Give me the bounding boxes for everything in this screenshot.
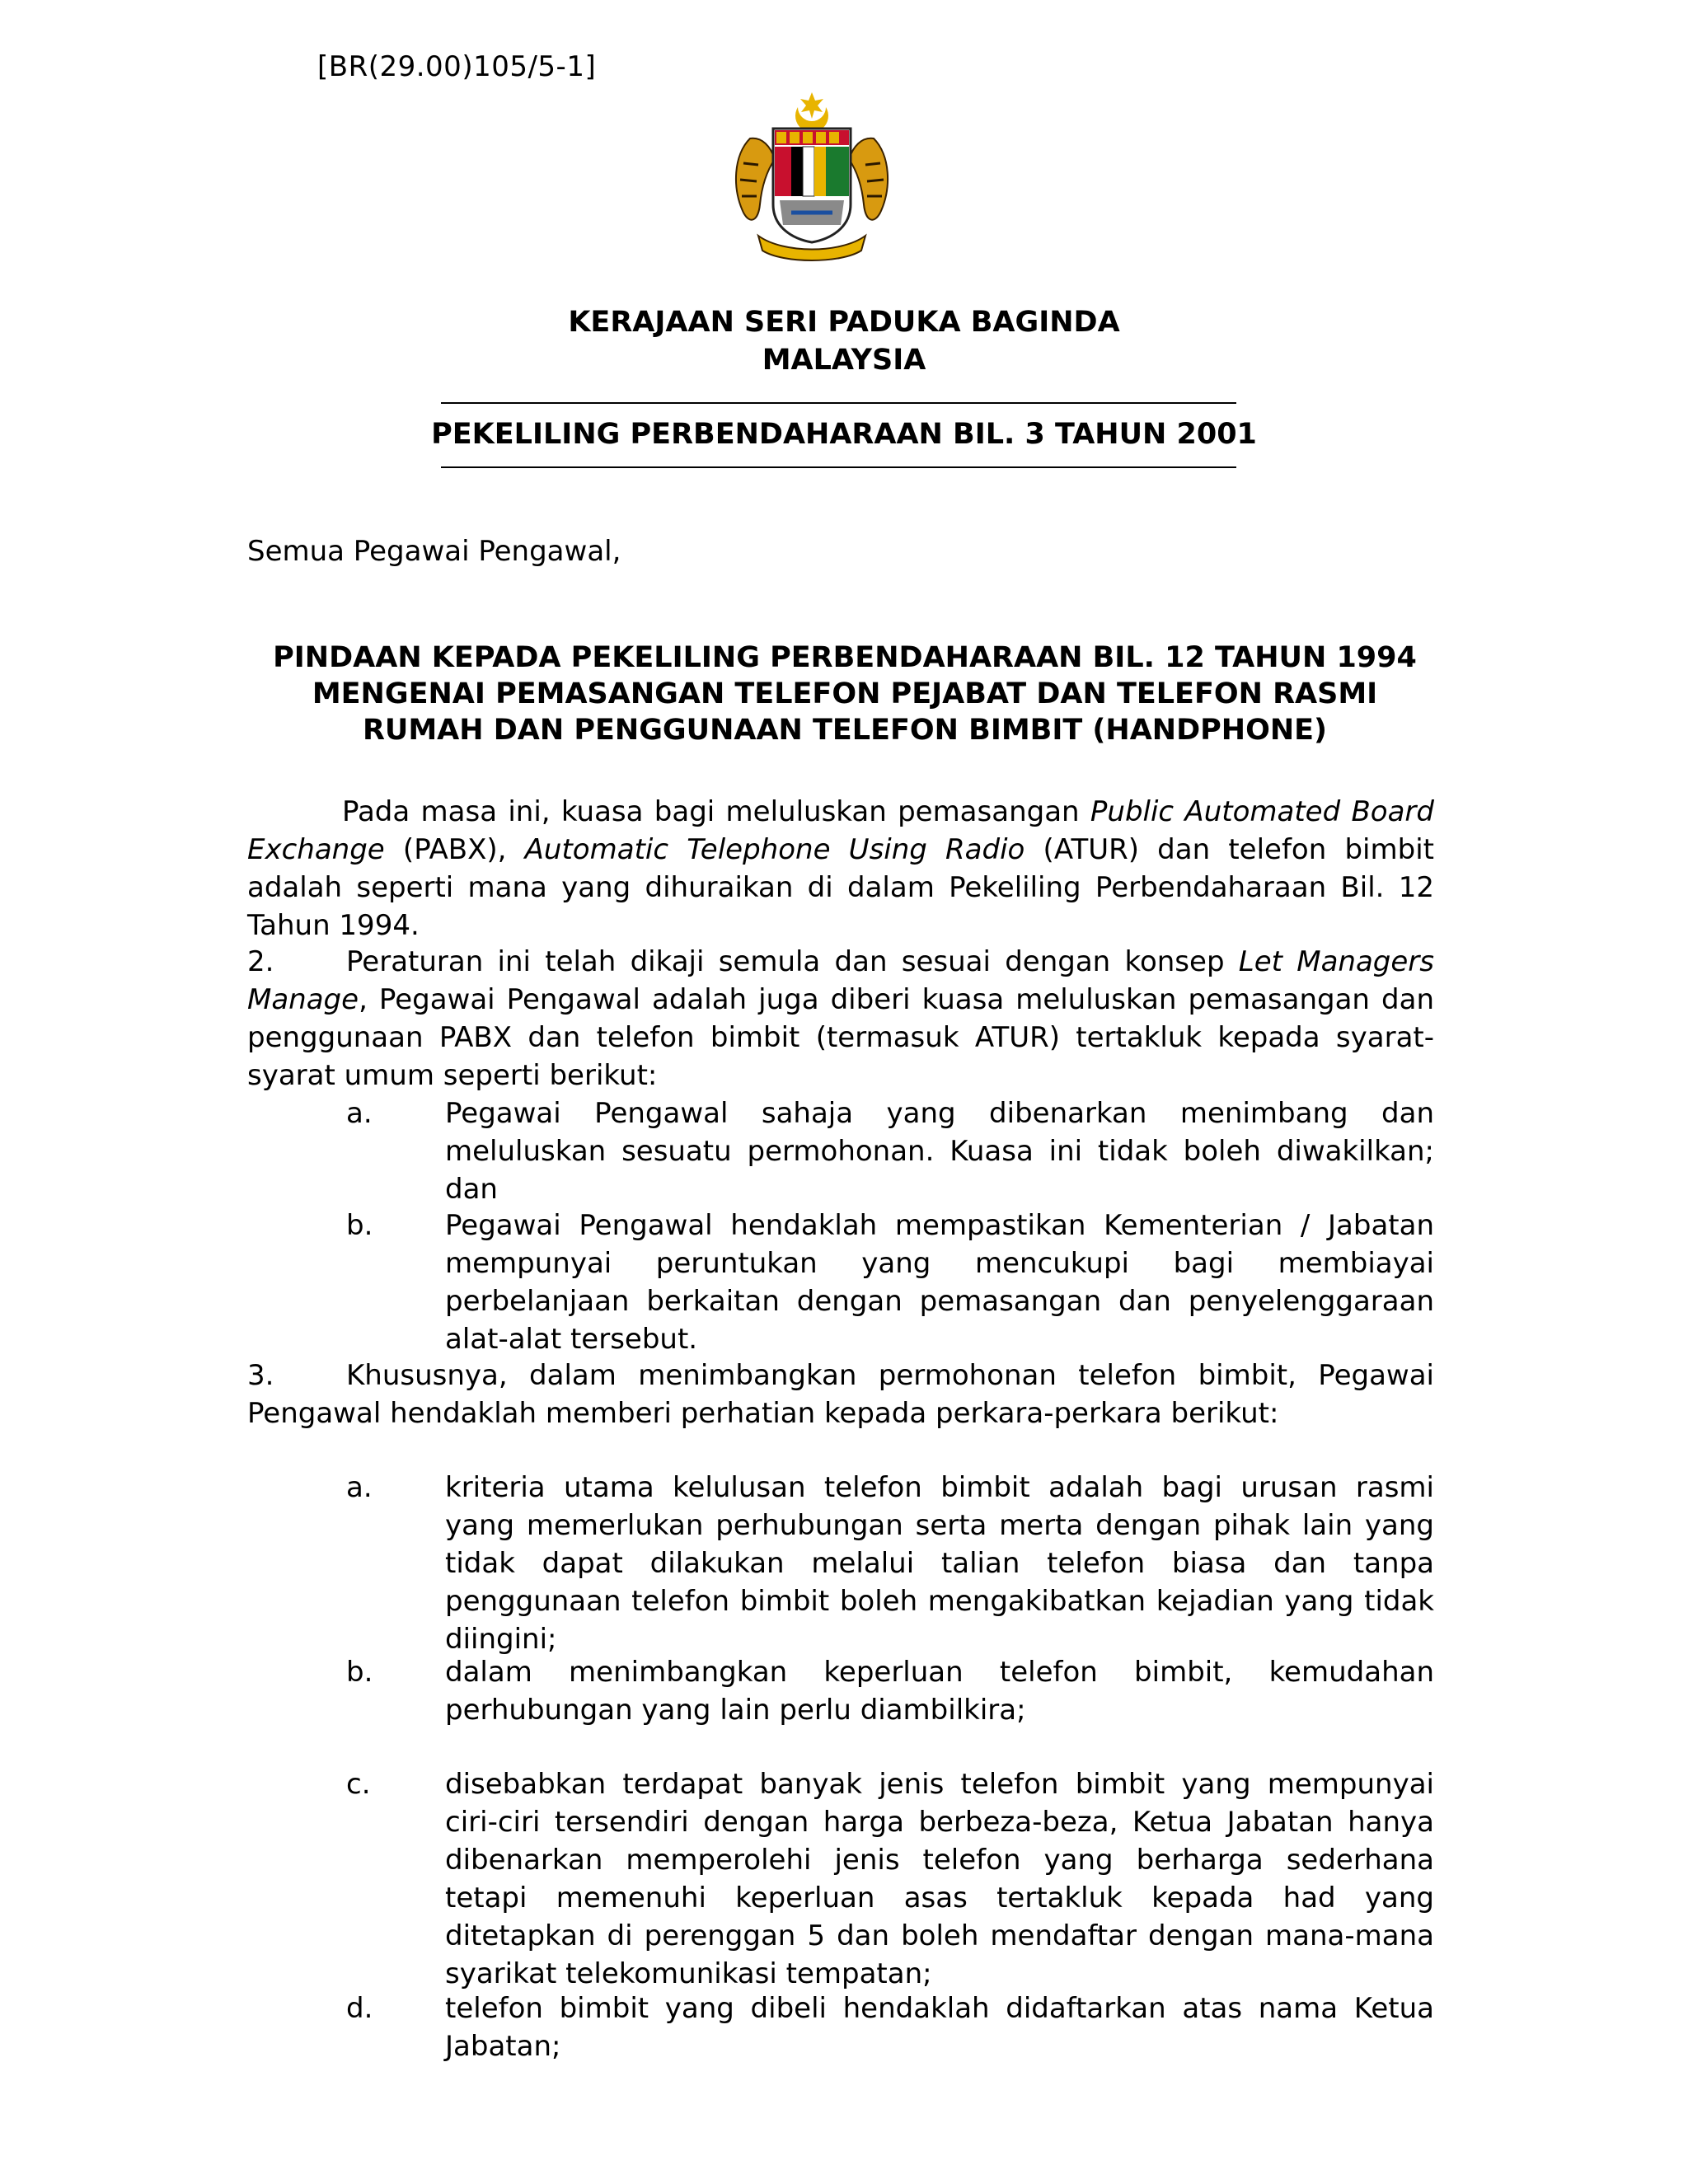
list-item-label: b. — [346, 1209, 373, 1242]
list-item-label: a. — [346, 1097, 373, 1130]
paragraph-1: Pada masa ini, kuasa bagi meluluskan pemasangan Public Automated Board Exchange (PABX), Automatic Telephone Using Radio (ATUR) dan telefon bimbit adalah seperti mana yang dihuraikan di dalam Pekeliling Perbendaharaan Bil. 12 Tahun 1994. — [247, 795, 1434, 942]
list-item-label: a. — [346, 1471, 373, 1504]
paragraph-number: 3. — [247, 1359, 274, 1392]
list-item-text: dalam menimbangkan keperluan telefon bimbit, kemudahan perhubungan yang lain perlu diambilkira; — [445, 1656, 1434, 1727]
country-title: MALAYSIA — [762, 344, 926, 377]
paragraph-3: 3. Khususnya, dalam menimbangkan permohonan telefon bimbit, Pegawai Pengawal hendaklah memberi perhatian kepada perkara-perkara berikut: — [247, 1357, 1434, 1432]
list-item-text: Pegawai Pengawal sahaja yang dibenarkan menimbang dan meluluskan sesuatu permohonan. Kuasa ini tidak boleh diwakilkan; dan — [445, 1097, 1434, 1206]
list-item-label: c. — [346, 1768, 371, 1801]
salutation: Semua Pegawai Pengawal, — [247, 535, 621, 568]
list-item-text: disebabkan terdapat banyak jenis telefon bimbit yang mempunyai ciri-ciri tersendiri dengan harga berbeza-beza, Ketua Jabatan hanya dibenarkan memperolehi jenis telefon yang berharga sederhana tetapi memenuhi keperluan asas tertakluk kepada had yang ditetapkan di perenggan 5 dan boleh mendaftar dengan mana-mana syarikat telekomunikasi tempatan; — [445, 1768, 1434, 1990]
paragraph-number: 2. — [247, 945, 274, 978]
subject-line-1: PINDAAN KEPADA PEKELILING PERBENDAHARAAN BIL. 12 TAHUN 1994 — [273, 641, 1417, 674]
file-reference: [BR(29.00)105/5-1] — [317, 50, 597, 83]
list-item-text: Pegawai Pengawal hendaklah mempastikan Kementerian / Jabatan mempunyai peruntukan yang mencukupi bagi membiayai perbelanjaan berkaitan dengan pemasangan dan penyelenggaraan alat-alat tersebut. — [445, 1209, 1434, 1356]
coat-of-arms-icon — [725, 89, 898, 266]
subject-line-2: MENGENAI PEMASANGAN TELEFON PEJABAT DAN TELEFON RASMI — [312, 677, 1378, 710]
paragraph-2: 2. Peraturan ini telah dikaji semula dan sesuai dengan konsep Let Managers Manage, Pegawai Pengawal adalah juga diberi kuasa meluluskan pemasangan dan penggunaan PABX dan telefon bimbit (termasuk ATUR) tertakluk kepada syarat-syarat umum seperti berikut: — [247, 943, 1434, 1094]
divider-bottom — [441, 466, 1236, 468]
circular-title: PEKELILING PERBENDAHARAAN BIL. 3 TAHUN 2001 — [431, 418, 1257, 451]
list-item-label: b. — [346, 1656, 373, 1689]
subject-line-3: RUMAH DAN PENGGUNAAN TELEFON BIMBIT (HANDPHONE) — [362, 714, 1328, 747]
list-item-text: kriteria utama kelulusan telefon bimbit adalah bagi urusan rasmi yang memerlukan perhubungan serta merta dengan pihak lain yang tidak dapat dilakukan melalui talian telefon biasa dan tanpa penggunaan telefon bimbit boleh mengakibatkan kejadian yang tidak diingini; — [445, 1471, 1434, 1656]
list-item-text: telefon bimbit yang dibeli hendaklah didaftarkan atas nama Ketua Jabatan; — [445, 1992, 1434, 2063]
subject-heading — [239, 640, 1451, 748]
list-item-label: d. — [346, 1992, 373, 2025]
divider-top — [441, 402, 1236, 404]
government-title: KERAJAAN SERI PADUKA BAGINDA — [568, 306, 1120, 339]
